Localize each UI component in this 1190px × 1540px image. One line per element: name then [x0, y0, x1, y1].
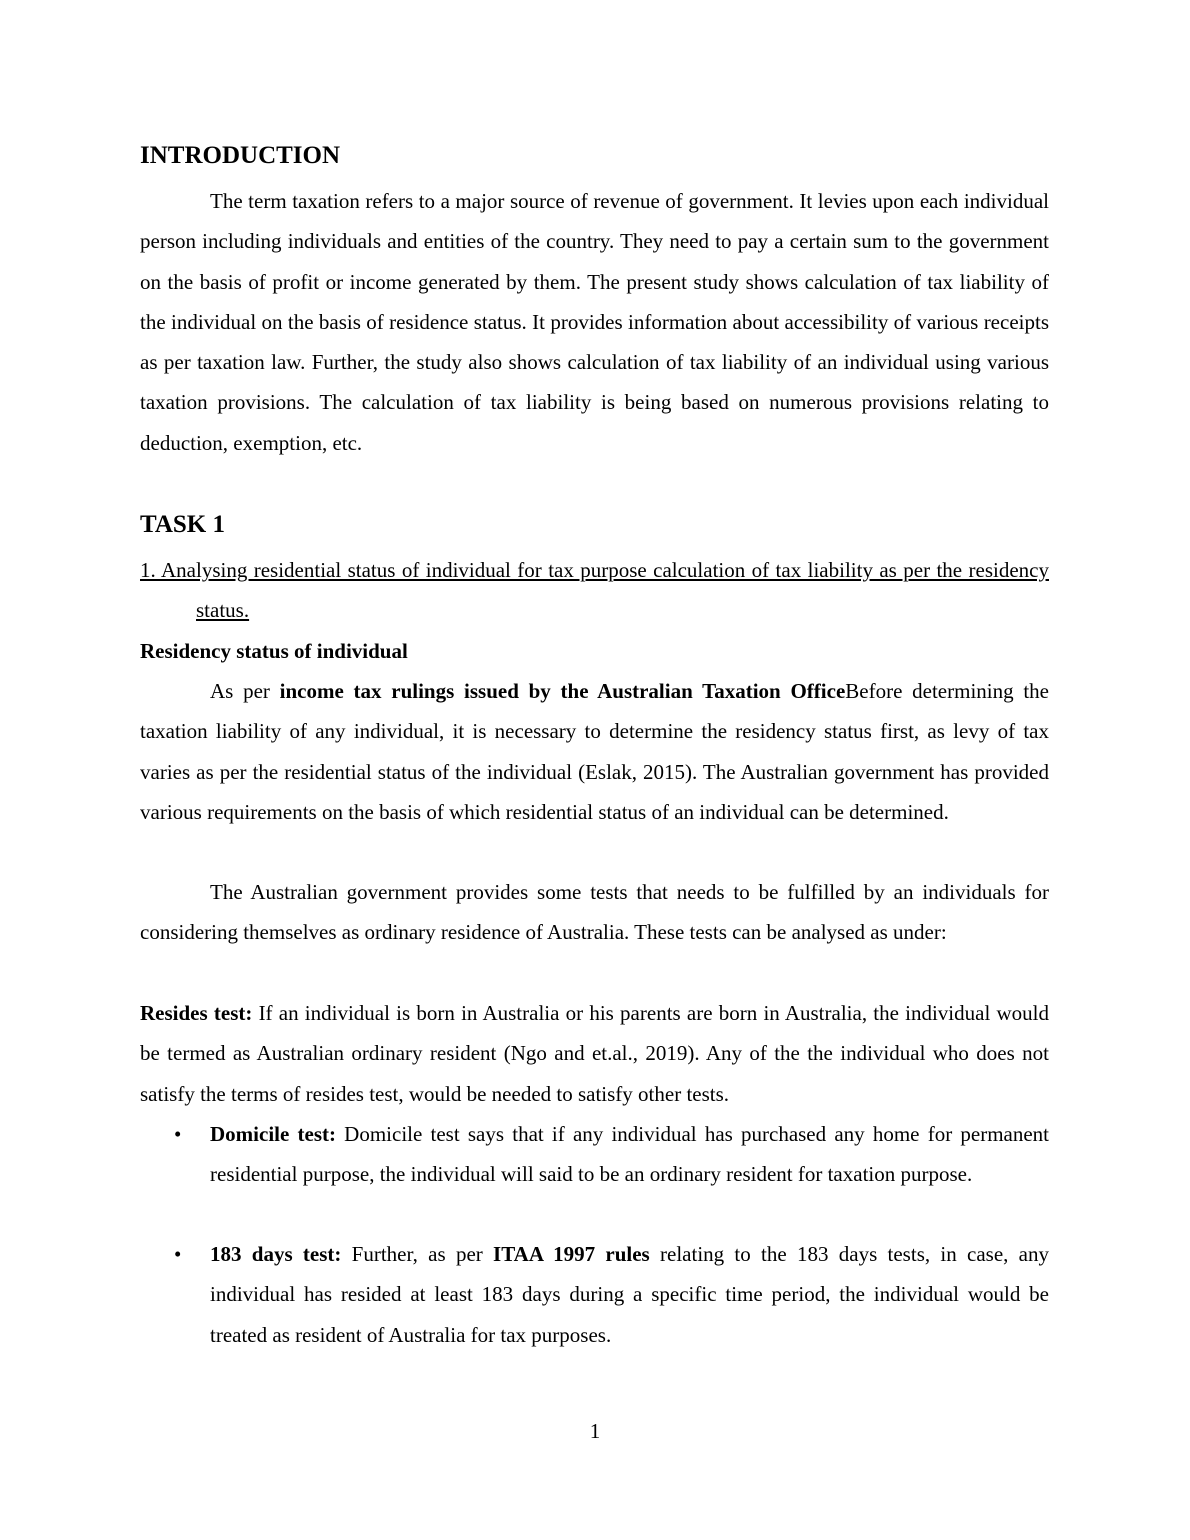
task1-heading: TASK 1 [140, 511, 225, 538]
domicile-test-label: Domicile test: [210, 1122, 336, 1146]
residency-paragraph-2: The Australian government provides some tests that needs to be fulfilled by an individuals for considering themselves as ordinary residence of Australia. These tests can be analysed as under: [140, 880, 1049, 945]
days-test-label: 183 days test: [210, 1242, 342, 1266]
resides-test-text: If an individual is born in Australia or his parents are born in Australia, the individual would be termed as Australian ordinary resident (Ngo and et.al., 2019). Any of the the individual who does not satisfy the terms of resides test, would be needed to satisfy other tests. [140, 1001, 1050, 1106]
bullet-183-days-test [174, 1234, 1049, 1355]
resides-test-label: Resides test: [140, 1001, 253, 1025]
task1-numbered-title: 1. Analysing residential status of individual for tax purpose calculation of tax liability as per the residency status. [140, 558, 1049, 623]
itaa-rules-bold: ITAA 1997 rules [493, 1242, 650, 1266]
bullet-dot-icon: • [174, 1242, 182, 1266]
bullet-domicile-test [174, 1114, 1050, 1195]
bullet-dot-icon: • [174, 1122, 182, 1146]
introduction-heading: INTRODUCTION [140, 142, 341, 169]
resides-test-paragraph [140, 993, 1049, 1114]
domicile-test-text: Domicile test says that if any individual has purchased any home for permanent residential purpose, the individual will said to be an ordinary resident for taxation purpose. [210, 1122, 1050, 1187]
residency-para1-lead: As per [210, 679, 280, 703]
page-number: 1 [589, 1419, 601, 1443]
introduction-paragraph: The term taxation refers to a major source of revenue of government. It levies upon each individual person including individuals and entities of the country. They need to pay a certain sum to the government on the basis of profit or income generated by them. The present study shows calculation of tax liability of the individual on the basis of residence status. It provides information about accessibility of various receipts as per taxation law. Further, the study also shows calculation of tax liability of an individual using various taxation provisions. The calculation of tax liability is being based on numerous provisions relating to deduction, exemption, etc. [140, 189, 1049, 455]
residency-para1-bold: income tax rulings issued by the Australian Taxation Office [279, 679, 846, 703]
days-test-text-c: relating to the 183 days tests, in case, any individual has resided at least 183 days during a specific time period, the individual would be treated as resident of Australia for tax purposes. [210, 1242, 1049, 1347]
days-test-text-a: Further, as per [341, 1242, 494, 1266]
residency-para1-rest: Before determining the taxation liability of any individual, it is necessary to determine the residency status first, as levy of tax varies as per the residential status of the individual (Eslak, 2015). The Australian government has provided various requirements on the basis of which residential status of an individual can be determined. [140, 679, 1050, 824]
residency-paragraph-1 [140, 671, 1049, 832]
residency-status-subheading: Residency status of individual [140, 639, 408, 663]
